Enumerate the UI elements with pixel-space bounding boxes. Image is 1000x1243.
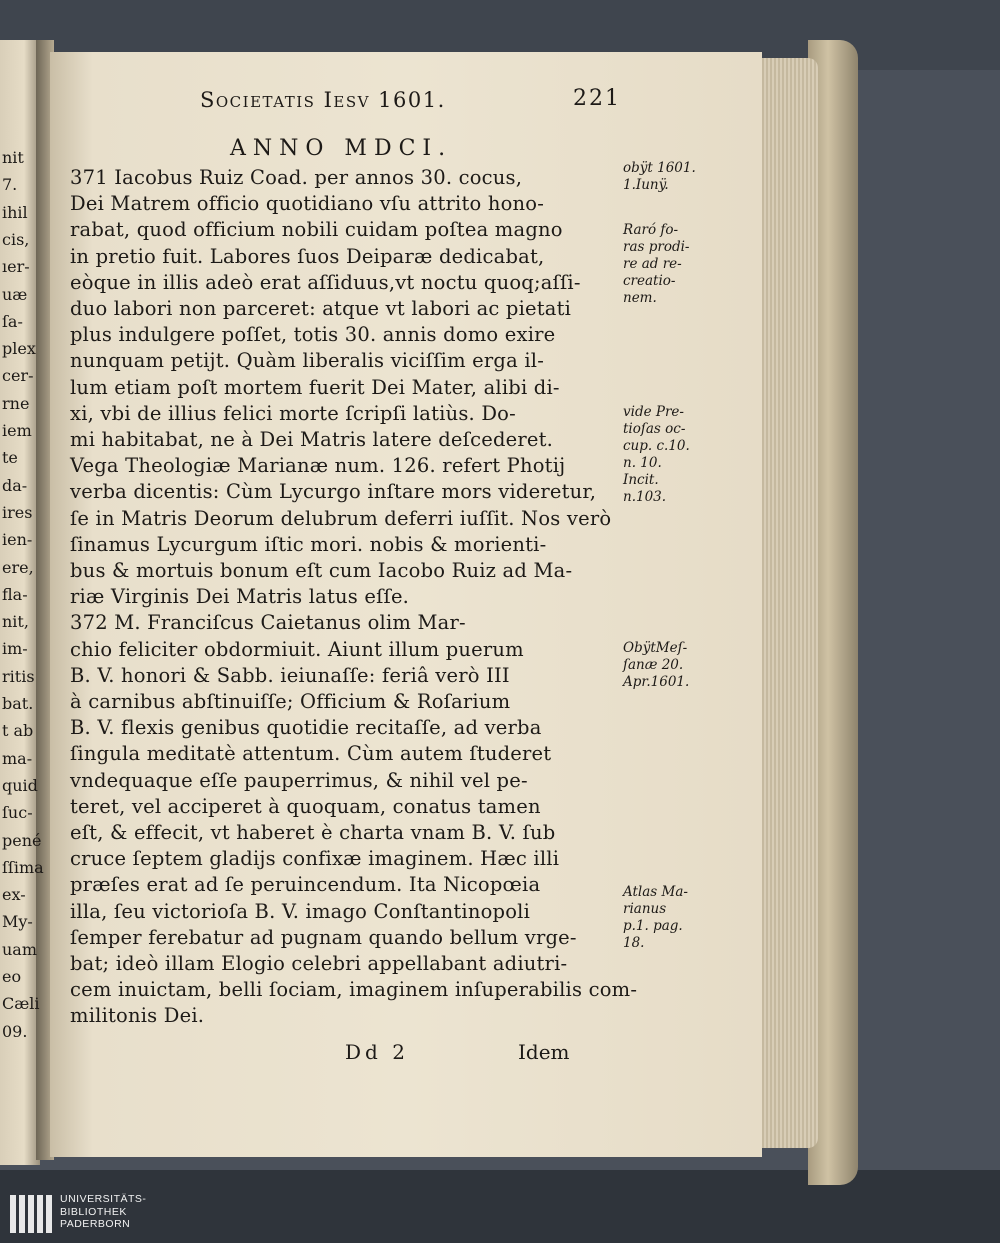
left-page-fragment: nit, (2, 612, 29, 632)
margin-note-line: n.103. (623, 489, 667, 505)
text-line: ſinamus Lycurgum iſtic mori. nobis & morienti- (70, 532, 547, 556)
signature-mark: Dd 2 (345, 1040, 409, 1064)
text-line: præſes erat ad ſe peruincendum. Ita Nicopœia (70, 873, 541, 897)
margin-note-line: Apr.1601. (623, 674, 690, 690)
left-page-fragment: cis, (2, 229, 30, 249)
left-page-fragment: 7. (2, 175, 18, 195)
margin-note-line: Raró fo- (623, 222, 679, 238)
left-page-fragment: ex- (2, 885, 26, 905)
library-logo-text (60, 1193, 146, 1231)
text-line: Vega Theologiæ Marianæ num. 126. refert Photij (70, 454, 566, 478)
text-line: ſemper ferebatur ad pugnam quando bellum vrge- (70, 925, 577, 949)
page-number: 221 (573, 86, 621, 111)
text-line: xi, vbi de illius felici morte ſcripſi latiùs. Do- (70, 401, 516, 425)
text-line: eſt, & effecit, vt haberet è charta vnam B. V. ſub (70, 821, 556, 844)
margin-note-line: re ad re- (623, 256, 682, 272)
text-line: 371 Iacobus Ruiz Coad. per annos 30. cocus, (70, 166, 523, 189)
left-page-fragment: t ab (2, 721, 34, 741)
text-line: bat; ideò illam Elogio celebri appellabant adiutri- (70, 952, 568, 975)
left-page-fragment: ere, (2, 557, 34, 577)
left-page-fragment: ihil (2, 202, 28, 222)
left-page-fragment: ien- (2, 530, 33, 550)
margin-note-line: ras prodi- (623, 239, 690, 255)
margin-note-line: Incit. (623, 472, 659, 488)
margin-note-line: tioſas oc- (623, 421, 686, 437)
text-line: illa, ſeu victorioſa B. V. imago Conſtantinopoli (70, 899, 531, 923)
text-line: lum etiam poſt mortem fuerit Dei Mater, alibi di- (70, 375, 560, 399)
left-page-fragment: cer- (2, 366, 34, 386)
text-line: verba dicentis: Cùm Lycurgo inſtare mors videretur, (70, 480, 597, 504)
text-line: 372 M. Franciſcus Caietanus olim Mar- (70, 611, 466, 635)
running-head: Societatis Iesv 1601. (200, 88, 446, 112)
left-page-fragment: uæ (2, 284, 28, 304)
left-page-fragment: Cæli (2, 994, 40, 1014)
text-line: à carnibus abſtinuiſſe; Officium & Roſarium (70, 690, 511, 713)
margin-note-line: 18. (623, 935, 645, 951)
left-page-fragment: ma- (2, 748, 33, 768)
left-page-fragment: ſſima (2, 857, 44, 877)
text-line: B. V. flexis genibus quotidie recitaſſe, ad verba (70, 716, 542, 740)
margin-note-line: ObÿtMeſ- (623, 640, 688, 656)
left-page-fragment: bat. (2, 694, 34, 713)
margin-note-line: creatio- (623, 273, 676, 289)
left-page-fragment: nit (2, 148, 24, 167)
left-page-fragment: quid (2, 775, 38, 795)
margin-note-line: cup. c.10. (623, 438, 690, 454)
margin-note-line: p.1. pag. (623, 918, 683, 934)
margin-note-line: vide Pre- (623, 404, 684, 420)
text-line: plus indulgere poſſet, totis 30. annis domo exire (70, 323, 556, 347)
margin-note-line: obÿt 1601. (623, 160, 696, 176)
left-page-fragment: 09. (2, 1021, 28, 1041)
left-page-fragment: ıer- (2, 257, 30, 277)
logo-line: PADERBORN (60, 1218, 131, 1230)
text-line: riæ Virginis Dei Matris latus eſſe. (70, 585, 410, 609)
left-page-fragment: My- (2, 912, 33, 932)
left-page-fragment: iem (2, 421, 32, 440)
text-line: ſingula meditatè attentum. Cùm autem ſtuderet (70, 742, 552, 766)
text-line: mi habitabat, ne à Dei Matris latere deſcederet. (70, 428, 554, 451)
logo-line: UNIVERSITÄTS- (60, 1193, 147, 1205)
text-line: cruce ſeptem gladijs confixæ imaginem. Hæc illi (70, 847, 560, 871)
margin-note-line: nem. (623, 290, 657, 306)
library-logo-icon (10, 1195, 52, 1233)
left-page-fragment: im- (2, 639, 28, 659)
left-page-fragment: te (2, 448, 18, 468)
text-line: bus & mortuis bonum eſt cum Iacobo Ruiz ad Ma- (70, 559, 573, 582)
text-line: chio feliciter obdormiuit. Aiunt illum puerum (70, 637, 524, 661)
margin-note-line: ſanæ 20. (623, 657, 684, 673)
left-page-fragment: ſuc- (2, 803, 33, 823)
text-line: vndequaque eſſe pauperrimus, & nihil vel pe- (70, 768, 528, 792)
text-line: eòque in illis adeò erat aſſiduus,vt noctu quoq;aſſi- (70, 270, 581, 294)
left-page-fragment: eo (2, 967, 22, 986)
margin-note-line: rianus (623, 901, 667, 917)
text-line: nunquam petijt. Quàm liberalis viciſſim erga il- (70, 349, 544, 373)
left-page-fragment: da- (2, 475, 28, 495)
left-page-fragment: ſa- (2, 311, 23, 331)
left-page-fragment: rne (2, 393, 30, 413)
text-line: duo labori non parceret: atque vt labori ac pietati (70, 297, 572, 320)
margin-note-line: n. 10. (623, 455, 662, 471)
margin-note-line: 1.Iunÿ. (623, 177, 669, 193)
left-page-fragment: uam (2, 939, 38, 959)
left-page-fragment: ires (2, 502, 33, 522)
text-line: ſe in Matris Deorum delubrum deferri iuſſit. Nos verò (70, 506, 612, 530)
text-line: rabat, quod officium nobili cuidam poſtea magno (70, 218, 563, 242)
text-line: in pretio fuit. Labores ſuos Deiparæ dedicabat, (70, 244, 545, 268)
left-page-fragment: ritis (2, 666, 35, 686)
text-line: teret, vel acciperet à quoquam, conatus tamen (70, 794, 541, 818)
logo-line: BIBLIOTHEK (60, 1205, 127, 1218)
left-page-fragment: plex (2, 339, 36, 359)
catchword: Idem (518, 1040, 570, 1064)
text-line: cem inuictam, belli ſociam, imaginem inſuperabilis com- (70, 978, 638, 1002)
text-line: B. V. honori & Sabb. ieiunaſſe: feriâ verò III (70, 663, 510, 687)
margin-note-line: Atlas Ma- (623, 884, 688, 900)
left-page-fragment: fla- (2, 584, 28, 604)
text-line: Dei Matrem officio quotidiano vſu attrito hono- (70, 192, 545, 216)
left-page-fragment: pené (2, 830, 42, 850)
text-line: militonis Dei. (70, 1004, 205, 1028)
section-heading: ANNO MDCI. (230, 136, 453, 161)
